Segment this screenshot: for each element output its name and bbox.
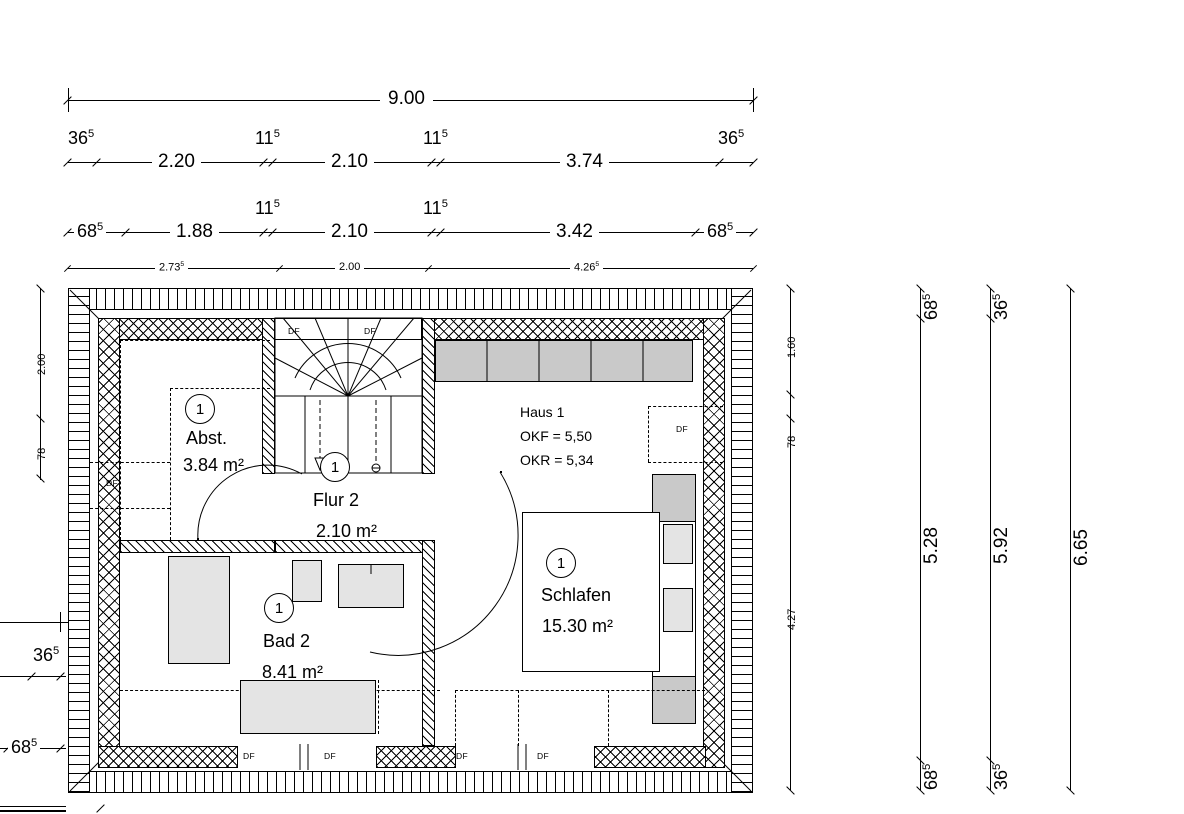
room-area-abst: 3.84 m² [183,455,245,475]
roofline-bottom-v2 [608,690,609,746]
dim-right-b-bottom: $36^5$ [991,763,1011,790]
wall-partition-stair-left [262,318,275,474]
dim-left-seg-0: 2.00 [36,353,48,375]
fixture-shower [240,680,376,734]
dim-chain2-seg-1: 1.88 [170,221,219,243]
room-number-flur: 1 [320,452,350,482]
dim-right-b-value: 5.92 [991,521,1013,570]
roofline-df-right-bottom [648,462,723,463]
dim-left-lower-0: $36^5$ [33,645,60,665]
roofline-abst-left [120,340,121,540]
dim-chain1-seg-1: 2.20 [152,151,201,173]
room-name-abst: Abst. [186,428,228,448]
dim-chain1-seg-2: $11^5$ [255,128,280,148]
room-number-schlafen: 1 [546,548,576,578]
dim-right-c-value: 6.65 [1071,523,1093,572]
wall-interior-upper-right [420,318,725,340]
label-df-bottom-3: DF [456,751,469,761]
roofline-abst-inner-top [170,388,270,389]
window-right-lower [652,676,696,724]
wall-interior-bottom-mid [376,746,456,768]
dim-right-inner-0: 1.60 [786,336,798,358]
dim-ext [68,88,69,112]
dim-chain3-seg-1: 2.00 [335,261,364,273]
dim-right-a-value: 5.28 [921,521,943,570]
fixture-bathtub [168,556,230,664]
dim-chain1-seg-3: 2.10 [325,151,374,173]
dim-chain1-seg-0: $36^5$ [68,128,95,148]
staircase [275,318,423,474]
dim-chain2-seg-3: 2.10 [325,221,374,243]
wall-interior-upper-left [98,318,278,340]
fixture-shower-edge [378,680,379,734]
house-info-line3: OKR = 5,34 [520,452,594,468]
label-df-bottom-4: DF [537,751,550,761]
wall-interior-left-vertical [98,318,120,768]
dim-overall-top: 9.00 [380,88,433,110]
label-df-left: DF [106,478,119,488]
dim-chain1-seg-4: $11^5$ [423,128,448,148]
room-name-bad: Bad 2 [263,631,311,651]
dim-chain3-seg-2: 4.26$^5$ [570,261,603,274]
dim-right-inner-1: 78 [786,435,798,448]
dim-right-inner-2: 4.27 [786,608,798,630]
dim-line-left-low2 [0,676,66,677]
roofline-bottom-right [455,690,705,691]
roofline-abst-top [120,340,270,341]
window-mullion-bottom-1 [296,744,320,770]
roofline-df-left-bottom [90,508,170,509]
label-df-right: DF [676,424,689,434]
dim-right-a-top: $68^5$ [921,293,941,320]
label-df-stair-left: DF [288,326,301,336]
roofline-abst-inner-left [170,388,171,540]
dim-line-right-inner [790,288,791,790]
room-area-bad: 8.41 m² [262,662,324,682]
dim-chain2-seg-6: $68^5$ [704,221,736,242]
room-number-bad: 1 [264,593,294,623]
label-df-bottom-1: DF [243,751,256,761]
dim-chain1-seg-5: 3.74 [560,151,609,173]
fixture-washbasin-detail [338,564,404,608]
room-area-schlafen: 15.30 m² [542,616,614,636]
room-area-flur: 2.10 m² [316,521,378,541]
room-number-abst: 1 [185,394,215,424]
dim-left-lower-1: $68^5$ [8,737,40,758]
roofline-df-left-top [90,462,170,463]
house-info-line1: Haus 1 [520,404,565,420]
dim-right-b-top: $36^5$ [991,293,1011,320]
house-info-line2: OKF = 5,50 [520,428,592,444]
window-mullion-bottom-2 [514,744,538,770]
roofline-bottom-v3 [455,690,456,746]
dim-line-left-low4 [0,806,66,807]
dim-chain3-seg-0: 2.73$^5$ [155,261,188,274]
roofline-bottom-v1 [518,690,519,746]
wall-partition-stair-right [422,318,435,474]
dim-chain1-seg-6: $36^5$ [718,128,745,148]
dim-chain2-seg-0: $68^5$ [74,221,106,242]
dim-left-seg-1: 78 [36,447,48,460]
fixture-toilet [292,560,322,602]
label-df-bottom-2: DF [324,751,337,761]
dim-right-a-bottom: $68^5$ [921,763,941,790]
dim-chain2-seg-2: $11^5$ [255,198,280,218]
wall-interior-bottom-right [594,746,706,768]
wall-interior-right-vertical [703,318,725,768]
dim-ext [753,88,754,112]
roofline-df-right-left [648,406,649,462]
label-df-stair-right: DF [364,326,377,336]
wall-interior-bottom-left [98,746,238,768]
dim-chain2-seg-5: 3.42 [550,221,599,243]
roofline-df-right-top [648,406,723,407]
room-name-flur: Flur 2 [313,490,360,510]
dim-chain2-seg-4: $11^5$ [423,198,448,218]
window-band-divisions [435,340,693,382]
room-name-schlafen: Schlafen [541,585,612,605]
